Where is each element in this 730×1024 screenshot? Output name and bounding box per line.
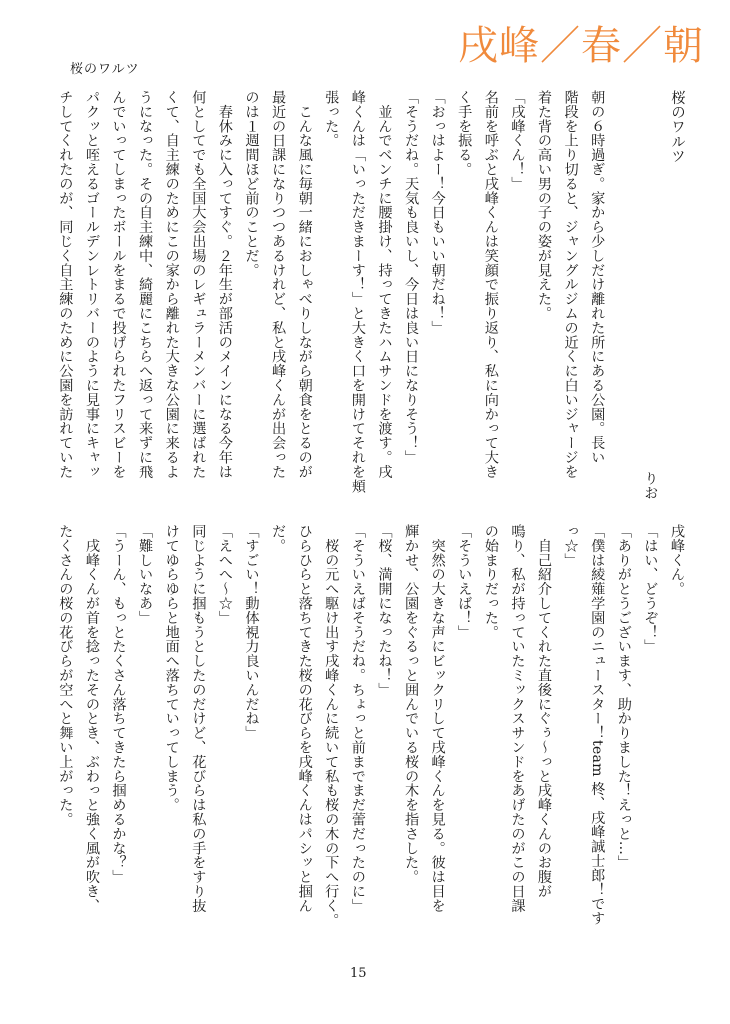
spacer: [610, 90, 637, 500]
header-title: 戌峰／春／朝: [458, 23, 704, 69]
bottom-text-block: [50, 524, 690, 946]
text-column: 名前を呼ぶと戌峰くんは笑顔で振り返り、私に向かって大き: [482, 90, 499, 479]
text-column: 峰くんは「いっただきまーす！」と大きく口を開けてそれを頬: [349, 90, 366, 494]
text-column: んでいってしまったボールをまるで投げられたフリスビーを: [110, 90, 127, 479]
text-column: 鳴り、私が持っていたミックスサンドをあげたのがこの日課: [509, 524, 526, 913]
text-column: 突然の大きな声にビックリして戌峰くんを見る。彼は目を: [429, 524, 446, 913]
text-column: くて、自主練のためにこの家から離れた大きな公園に来るよ: [163, 90, 180, 479]
text-column: 「はい、どうぞ！」: [642, 524, 659, 654]
story-title: 桜のワルツ: [669, 90, 685, 164]
text-column: 何としてでも全国大会出場のレギュラーメンバーに選ばれた: [190, 90, 207, 479]
text-column: 「えへへ〜☆」: [216, 524, 233, 625]
text-column: 「おっはよー！今日もいい朝だね！」: [429, 90, 446, 335]
author-name: りお: [642, 471, 659, 500]
text-column: 「難しいなあ」: [137, 524, 154, 625]
text-column: たくさんの桜の花びらが空へと舞い上がった。: [57, 524, 74, 827]
text-column: 「そうだね。天気も良いし、今日は良い日になりそう！」: [403, 90, 420, 465]
text-column: 「ありがとうございます、助かりました！えっと…」: [615, 524, 632, 870]
text-column: く手を振る。: [456, 90, 473, 177]
text-column: っ☆」: [562, 524, 579, 568]
text-column: だ。: [270, 524, 287, 553]
text-column: 「すごい！動体視力良いんだね」: [243, 524, 260, 740]
text-column: 戌峰くんが首を捻ったそのとき、ぶわっと強く風が吹き、: [83, 524, 100, 913]
text-column: 「戌峰くん！」: [509, 90, 526, 191]
text-column: のは１週間ほど前のことだ。: [243, 90, 260, 278]
text-column: 最近の日課になりつつあるけれど、私と戌峰くんが出会った: [270, 90, 287, 479]
text-column: 自己紹介してくれた直後にぐぅ〜っと戌峰くんのお腹が: [536, 524, 553, 899]
text-column: の始まりだった。: [482, 524, 499, 640]
text-column: 張った。: [323, 90, 340, 148]
text-column: 並んでベンチに腰掛け、持ってきたハムサンドを渡す。戌: [376, 90, 393, 479]
text-column: 輝かせ、公園をぐるっと囲んでいる桜の木を指さした。: [403, 524, 420, 884]
text-column: パクッと咥えるゴールデンレトリバーのように見事にキャッ: [83, 90, 100, 479]
text-column: チしてくれたのが、同じく自主練のために公園を訪れていた: [57, 90, 74, 479]
author-line: [637, 90, 664, 500]
text-column: 桜の元へ駆け出す戌峰くんに続いて私も桜の木の下へ行く。: [323, 524, 340, 928]
top-text-block: [50, 90, 690, 500]
text-column: 戌峰くん。: [669, 524, 685, 596]
text-column: ひらひらと落ちてきた桜の花びらを戌峰くんはパシッと掴ん: [296, 524, 313, 913]
text-column: 着た背の高い男の子の姿が見えた。: [536, 90, 553, 321]
running-head: 桜のワルツ: [70, 62, 140, 77]
text-column: 「桜、満開になったね！」: [376, 524, 393, 697]
text-column: こんな風に毎朝一緒におしゃべりしながら朝食をとるのが: [296, 90, 313, 479]
text-column: 「うーん、もっとたくさん落ちてきたら掴めるかな？」: [110, 524, 127, 884]
text-column: けてゆらゆらと地面へ落ちていってしまう。: [163, 524, 180, 812]
text-column: 「そういえば！」: [456, 524, 473, 640]
text-column: 「僕は綾薙学園のニュースター！team 柊、戌峰誠士郎！です: [589, 524, 606, 926]
page-number: 15: [350, 966, 367, 981]
text-column: 朝の６時過ぎ。家から少しだけ離れた所にある公園。長い: [589, 90, 606, 465]
text-column: 同じように掴もうとしたのだけど、花びらは私の手をすり抜: [190, 524, 207, 913]
text-column: 春休みに入ってすぐ。２年生が部活のメインになる今年は: [216, 90, 233, 479]
text-column: うになった。その自主練中、綺麗にこちらへ返って来ずに飛: [137, 90, 154, 479]
text-column: 「そういえばそうだね。ちょっと前までまだ蕾だったのに」: [349, 524, 366, 913]
text-column: 階段を上り切ると、ジャングルジムの近くに白いジャージを: [562, 90, 579, 479]
